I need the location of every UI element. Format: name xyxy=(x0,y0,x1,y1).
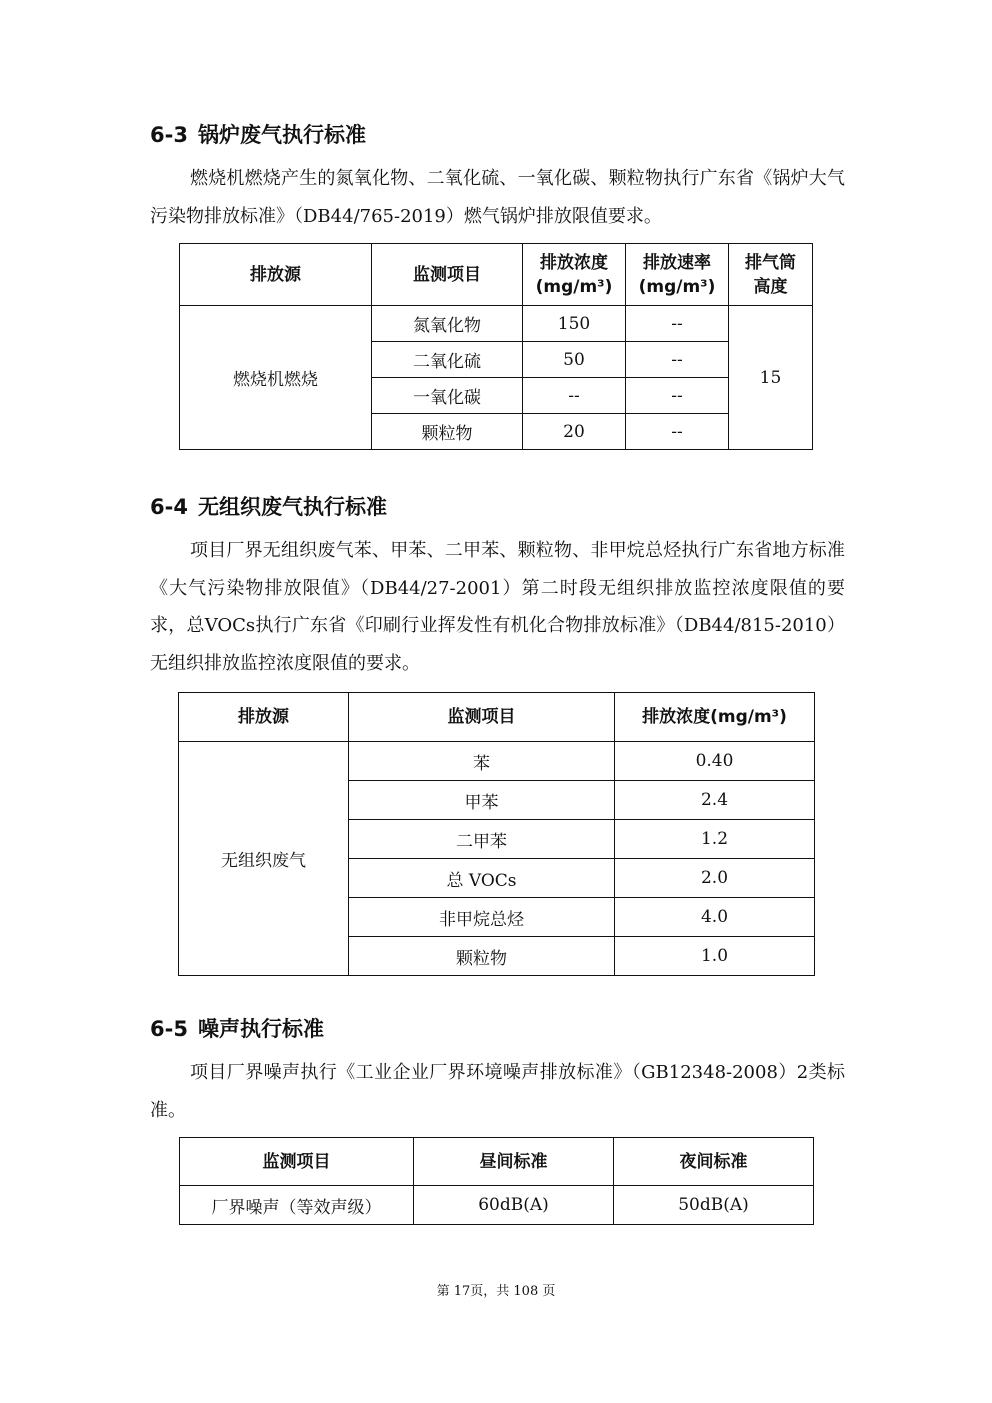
header-concentration-label: 排放浓度 xyxy=(540,252,608,273)
item-cell: 苯 xyxy=(349,742,615,781)
concentration-cell: 20 xyxy=(523,414,626,450)
header-height-label: 高度 xyxy=(753,276,788,297)
concentration-cell: 2.4 xyxy=(615,781,815,820)
concentration-cell: -- xyxy=(523,378,626,414)
item-cell: 一氧化碳 xyxy=(372,378,523,414)
item-cell: 非甲烷总烃 xyxy=(349,898,615,937)
header-item: 监测项目 xyxy=(180,1138,414,1186)
item-cell: 二甲苯 xyxy=(349,820,615,859)
concentration-cell: 1.0 xyxy=(615,937,815,976)
section-paragraph-6-5: 项目厂界噪声执行《工业企业厂界环境噪声排放标准》（GB12348-2008）2类标准。 xyxy=(150,1062,845,1121)
header-source: 排放源 xyxy=(180,244,372,306)
page-footer: 第 17页，共 108 页 xyxy=(436,1284,556,1299)
item-cell: 氮氧化物 xyxy=(372,306,523,342)
day-standard-cell: 60dB(A) xyxy=(414,1186,614,1225)
fugitive-emission-table xyxy=(178,692,815,976)
table-row xyxy=(180,1186,814,1225)
header-concentration: 排放浓度(mg/m³) xyxy=(615,693,815,742)
table-row xyxy=(180,306,813,342)
item-cell: 颗粒物 xyxy=(372,414,523,450)
item-cell: 颗粒物 xyxy=(349,937,615,976)
header-item: 监测项目 xyxy=(349,693,615,742)
section-number: 6-5 xyxy=(150,1017,188,1041)
table-row xyxy=(179,742,815,781)
concentration-cell: 0.40 xyxy=(615,742,815,781)
header-day-standard: 昼间标准 xyxy=(414,1138,614,1186)
header-item: 监测项目 xyxy=(372,244,523,306)
rate-cell: -- xyxy=(626,414,729,450)
concentration-cell: 2.0 xyxy=(615,859,815,898)
section-number: 6-4 xyxy=(150,495,188,519)
section-number: 6-3 xyxy=(150,123,188,147)
rate-cell: -- xyxy=(626,378,729,414)
item-cell: 二氧化硫 xyxy=(372,342,523,378)
section-paragraph-6-3: 燃烧机燃烧产生的氮氧化物、二氧化硫、一氧化碳、颗粒物执行广东省《锅炉大气污染物排放标准》（DB44/765-2019）燃气锅炉排放限值要求。 xyxy=(150,168,845,227)
header-concentration-unit: (mg/m³) xyxy=(535,276,613,297)
header-source: 排放源 xyxy=(179,693,349,742)
section-title: 噪声执行标准 xyxy=(197,1017,324,1041)
source-cell: 燃烧机燃烧 xyxy=(180,306,372,450)
header-stack-label: 排气筒 xyxy=(745,252,796,273)
header-rate xyxy=(626,244,729,306)
boiler-emission-table xyxy=(179,243,813,450)
header-concentration xyxy=(523,244,626,306)
source-cell: 无组织废气 xyxy=(179,742,349,976)
concentration-cell: 1.2 xyxy=(615,820,815,859)
item-cell: 总 VOCs xyxy=(349,859,615,898)
item-cell: 甲苯 xyxy=(349,781,615,820)
section-heading-6-5 xyxy=(150,1015,324,1043)
header-night-standard: 夜间标准 xyxy=(614,1138,814,1186)
night-standard-cell: 50dB(A) xyxy=(614,1186,814,1225)
header-rate-label: 排放速率 xyxy=(643,252,711,273)
concentration-cell: 50 xyxy=(523,342,626,378)
table-header-row xyxy=(179,693,815,742)
section-title: 锅炉废气执行标准 xyxy=(197,123,366,147)
table-header-row xyxy=(180,1138,814,1186)
section-heading-6-3 xyxy=(150,121,366,149)
section-paragraph-6-4: 项目厂界无组织废气苯、甲苯、二甲苯、颗粒物、非甲烷总烃执行广东省地方标准《大气污染物排放限值》（DB44/27-2001）第二时段无组织排放监控浓度限值的要求，总VOCs执行广东省《印刷行业挥发性有机化合物排放标准》（DB44/815-2010）无组织排放监控浓度限值的要求。 xyxy=(150,540,845,674)
concentration-cell: 150 xyxy=(523,306,626,342)
rate-cell: -- xyxy=(626,342,729,378)
rate-cell: -- xyxy=(626,306,729,342)
header-rate-unit: (mg/m³) xyxy=(638,276,716,297)
item-cell: 厂界噪声（等效声级） xyxy=(180,1186,414,1225)
header-stack-height xyxy=(729,244,813,306)
section-title: 无组织废气执行标准 xyxy=(197,495,387,519)
concentration-cell: 4.0 xyxy=(615,898,815,937)
table-header-row xyxy=(180,244,813,306)
noise-standard-table xyxy=(179,1137,814,1225)
section-heading-6-4 xyxy=(150,493,387,521)
stack-height-cell: 15 xyxy=(729,306,813,450)
